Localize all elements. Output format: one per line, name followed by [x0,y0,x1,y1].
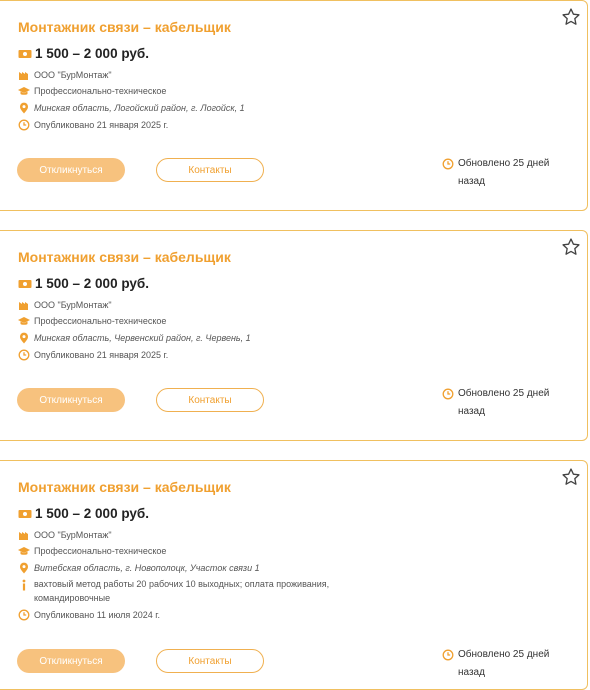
vacancy-title[interactable]: Монтажник связи – кабельщик [18,479,231,495]
factory-icon [18,529,30,541]
clock-icon [18,349,30,361]
star-icon[interactable] [561,237,581,257]
salary-value: 1 500 – 2 000 руб. [35,276,149,291]
location-address: Витебская область, г. Новополоцк, Участок связи 1 [34,563,260,573]
location-row [18,562,260,574]
published-row [18,119,168,131]
company-name: ООО "БурМонтаж" [34,70,112,80]
updated-text: Обновлено 25 дней назад [458,158,550,187]
education-level: Профессионально-техническое [34,546,167,556]
schedule-note: вахтовый метод работы 20 рабочих 10 выходных; оплата проживания, командировочные [34,579,330,603]
vacancy-card [0,230,588,441]
factory-icon [18,299,30,311]
salary-value: 1 500 – 2 000 руб. [35,506,149,521]
location-pin-icon [18,562,30,574]
apply-button[interactable]: Откликнуться [17,649,125,673]
star-icon[interactable] [561,7,581,27]
money-icon [18,508,32,520]
contacts-button[interactable]: Контакты [156,649,264,673]
company-row [18,299,112,311]
factory-icon [18,69,30,81]
updated-info [442,158,562,191]
apply-button[interactable]: Откликнуться [17,388,125,412]
apply-button[interactable]: Откликнуться [17,158,125,182]
company-row [18,529,112,541]
vacancy-title[interactable]: Монтажник связи – кабельщик [18,19,231,35]
published-date: Опубликовано 21 января 2025 г. [34,120,169,130]
vacancy-card [0,460,588,690]
schedule-note-row [18,577,364,605]
salary-row [18,506,149,521]
location-address: Минская область, Червенский район, г. Червень, 1 [34,333,251,343]
company-name: ООО "БурМонтаж" [34,530,112,540]
money-icon [18,48,32,60]
graduation-cap-icon [18,85,30,97]
vacancy-card [0,0,588,211]
published-date: Опубликовано 21 января 2025 г. [34,350,169,360]
contacts-button[interactable]: Контакты [156,388,264,412]
clock-icon [18,609,30,621]
star-icon[interactable] [561,467,581,487]
location-row [18,332,251,344]
published-date: Опубликовано 11 июля 2024 г. [34,610,160,620]
published-row [18,349,168,361]
salary-row [18,46,149,61]
published-row [18,609,160,621]
graduation-cap-icon [18,545,30,557]
education-level: Профессионально-техническое [34,316,167,326]
education-row [18,85,166,97]
updated-info [442,388,562,421]
clock-icon [442,158,454,170]
clock-icon [18,119,30,131]
graduation-cap-icon [18,315,30,327]
info-icon [18,579,30,591]
education-level: Профессионально-техническое [34,86,167,96]
location-address: Минская область, Логойский район, г. Логойск, 1 [34,103,245,113]
vacancy-title[interactable]: Монтажник связи – кабельщик [18,249,231,265]
location-row [18,102,245,114]
education-row [18,545,166,557]
company-name: ООО "БурМонтаж" [34,300,112,310]
updated-text: Обновлено 25 дней назад [458,649,550,678]
location-pin-icon [18,102,30,114]
updated-text: Обновлено 25 дней назад [458,388,550,417]
contacts-button[interactable]: Контакты [156,158,264,182]
money-icon [18,278,32,290]
salary-value: 1 500 – 2 000 руб. [35,46,149,61]
education-row [18,315,166,327]
location-pin-icon [18,332,30,344]
updated-info [442,649,562,682]
company-row [18,69,112,81]
clock-icon [442,388,454,400]
clock-icon [442,649,454,661]
salary-row [18,276,149,291]
